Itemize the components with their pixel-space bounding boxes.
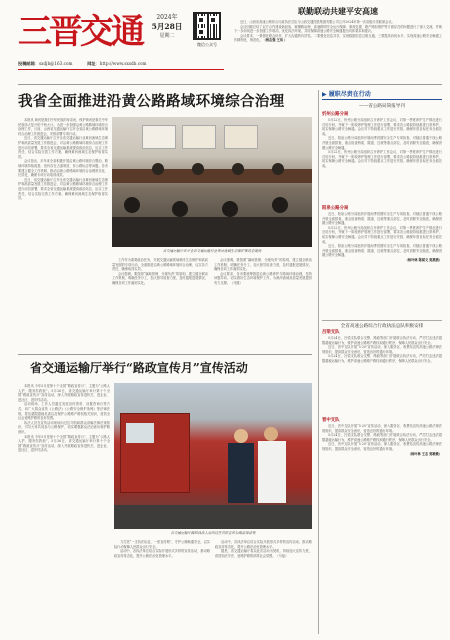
sidebar-section2-title: 阳泉公路分局: [322, 206, 349, 211]
article2-paragraph: 据悉，省交通运输厅将以此次活动为契机，持续加大宣传力度，营造知法守法、爱路护路的浓厚社会氛围。（马瑶）: [215, 549, 312, 558]
arrow-icon: ▶: [322, 91, 327, 98]
meeting-photo-caption: 省交通运输厅召开全省交通运输行业黄河流域生态保护推进会现场: [162, 249, 262, 253]
website-link[interactable]: http://www.sxsdb.com: [99, 61, 147, 66]
qr-code: [193, 12, 221, 40]
article2-paragraph: 活动中，各执法单位结合实际开展形式多样的宣传活动，推动路政宣传常态化，提升公路法治化管理水平。: [215, 540, 312, 549]
article2-left-column: [18, 384, 110, 634]
date-weekday: 星期二: [159, 33, 175, 39]
article-divider: [18, 354, 312, 355]
article2-headline: 省交通运输厅举行“路政宣传月”宣传活动: [30, 361, 248, 375]
sidebar-section3-text1: 5月24日，吕梁支队联合交警、路政等部门开展联合执法行动，严厉打击违法超限超载运输行为，维护高速公路路产路权和通行秩序，保障人民群众出行安全。 近日，晋中支队开展“5·20”宣传活动，深入服务区、收费站宣传高速公路法律法规知识，提高群众安全意识，营造良好的通行环境。 5月24日，吕梁支队联合交警、路政等部门开展联合执法行动，严厉打击违法超限超载运输行为，维护高速公路路产路权和通行秩序，保障人民群众出行安全。: [322, 336, 442, 363]
top-right-paragraph-2: 会议回顾总结了双方合作建设新经验，就横路治理、高速路网安全运行保障、事故处置、路产路权维护等方面存在的问题进行了深入交流，并就下一步如何进一步加强工作联动，优化执法环境，共同保障高速公路安全畅通提出具体要求和建议。: [234, 24, 442, 34]
sidebar-column-title: 履职尽责在行动: [328, 91, 371, 98]
outreach-photo: [114, 383, 312, 529]
top-right-paragraph-3: 会议要求，一要强化联合协作，扩大沟通的有效性。二要强化信息共享，实现数据信息互联互通。三要提高协同水平，实现高速公路安全畅通工作精细化、规范化。（杨志强 王凤 ）: [234, 33, 442, 43]
top-right-title: 联勤联动共建平安高速: [298, 6, 378, 16]
article2-right-column: [215, 540, 312, 634]
sidebar: [322, 90, 442, 635]
article2-paragraph: 执法人员在宣传活动现场向过往司机和群众讲解法律法规知识，引导大家共同参与公路保护，切实增强群众法治意识和护路意识。: [18, 420, 110, 434]
sidebar-section3-credit: （杨叶林 王志 郭敏敏）: [407, 451, 442, 456]
sidebar-section2-credit: （杨叶林 陈斌文 郭燕燕）: [404, 257, 442, 262]
article1-paragraph: 会议强调，要按照“属地管理、分级负责”的原则，建立健全联动工作机制，明确任务分工，加大督导检查力度，及时通报进展情况，确保各项工作落到实处。: [112, 271, 208, 285]
sidebar-intro: ——省公路局简报导刊: [359, 104, 405, 109]
sidebar-section1-text: 5月22日，忻州公路分局组织召开养护工作会议，对第一季度养护生产情况进行总结分析，并就下一阶段养护管理工作进行部署，要求各公路段持续推进日常养护，切实保障公路安全畅通。会议对下阶段重点工作进行安排，确保年度目标任务全面完成。 近日，阳泉公路分局组织开展雨季汛期安全生产专项检查，对辖区普通干线公路开展全面排查，重点检查桥梁、隧道、边坡等重点部位，及时消除安全隐患，确保汛期公路安全畅通。 5月22日，忻州公路分局组织召开养护工作会议，对第一季度养护生产情况进行总结分析，并就下一阶段养护管理工作进行部署，要求各公路段持续推进日常养护，切实保障公路安全畅通。会议对下阶段重点工作进行安排，确保年度目标任务全面完成。: [322, 118, 442, 168]
meeting-photo: [112, 117, 312, 247]
article1-paragraph: 本报讯 黄河是我们中华民族的母亲河，保护黄河是事关中华民族伟大复兴的千秋大计。为进一步加强沿黄公路路域环境综合治理工作，日前，山西省交通运输厅召开全省沿黄公路路域环境综合治理工作推进会，安排部署专项行动。: [18, 118, 108, 136]
sidebar-section3-text2: 近日，晋中支队开展“5·20”宣传活动，深入服务区、收费站宣传高速公路法律法规知识，提高群众安全意识，营造良好的通行环境。 5月24日，吕梁支队联合交警、路政等部门开展联合执法行动，严厉打击违法超限超载运输行为，维护高速公路路产路权和通行秩序，保障人民群众出行安全。 近日，晋中支队开展“5·20”宣传活动，深入服务区、收费站宣传高速公路法律法规知识，提高群众安全意识，营造良好的通行环境。 （杨叶林 王志 郭敏敏）: [322, 424, 442, 456]
header-divider: [18, 84, 442, 85]
top-right-article: [234, 6, 442, 82]
email[interactable]: sxdjb@163.com: [38, 61, 73, 66]
newspaper-logo: 三晋交通: [18, 12, 142, 52]
email-label: 投稿邮箱: [18, 61, 35, 66]
article1-paragraph: 工作作为重要政治任务，开展交通运输领域黄河生态保护和高质量发展的专项行动，全面推进沿黄公路路域环境综合治理，压实各方责任，确保取得实效。: [112, 258, 208, 272]
top-right-paragraph-1: 近日，山西省高速公路综合行政执法总队与山西交通控股集团有限公司召开2024年第一次省级分类联席会议。: [240, 20, 395, 24]
article1-right-column: [214, 258, 312, 350]
outreach-photo-caption: 省交通运输厅路政执法人员向过往司机宣传公路法律法规: [170, 531, 256, 535]
article1-paragraph: 会议指出，多年来全省积极开展沿黄公路环境综合整治，路域环境持续改善，但仍存在占道堆放、非公路标志等问题。各市要建立健全工作机制，推动沿黄公路路域环境综合治理常态化、长效化，确保专项行动取得成效。: [18, 159, 108, 178]
article2-paragraph: 本报讯 今年5月是第十个全国“路政宣传月”，主题为“公路人人护，服务你我他”。5月26日，省交通运输厅举行第十个全国“路政宣传月”宣传活动，深入开展路政宣传进机关、进企业、进社区、进乡村活动。: [18, 434, 110, 453]
article1-paragraph: 会议强调，要按照“属地管理、分级负责”的原则，建立健全联动工作机制，明确任务分工，加大督导检查力度，及时通报进展情况，确保各项工作落到实处。: [214, 258, 312, 272]
article2-paragraph: 本报讯 今年5月是第十个全国“路政宣传月”，主题为“公路人人护，服务你我他”。5月26日，省交通运输厅举行第十个全国“路政宣传月”宣传活动，深入开展路政宣传进机关、进企业、进社区、进乡村活动。: [18, 384, 110, 402]
top-right-credit: （杨志强 王凤 ）: [262, 38, 288, 43]
sidebar-divider: [318, 90, 319, 634]
sidebar-section2-text: 近日，阳泉公路分局组织开展雨季汛期安全生产专项检查，对辖区普通干线公路开展全面排查，重点检查桥梁、隧道、边坡等重点部位，及时消除安全隐患，确保汛期公路安全畅通。 5月22日，忻州公路分局组织召开养护工作会议，对第一季度养护生产情况进行总结分析，并就下一阶段养护管理工作进行部署，要求各公路段持续推进日常养护，切实保障公路安全畅通。会议对下阶段重点工作进行安排，确保年度目标任务全面完成。 近日，阳泉公路分局组织开展雨季汛期安全生产专项检查，对辖区普通干线公路开展全面排查，重点检查桥梁、隧道、边坡等重点部位，及时消除安全隐患，确保汛期公路安全畅通。 （杨叶林 陈斌文 郭燕燕）: [322, 212, 442, 262]
sidebar-section3-title1: 吕梁支队: [322, 330, 340, 335]
qr-caption: 微信公众号: [197, 42, 217, 47]
date-year: 2024年: [156, 14, 178, 21]
main-headline: 我省全面推进沿黄公路路域环境综合治理: [18, 93, 285, 110]
article1-middle-column: [112, 258, 208, 350]
article1-paragraph: 近日，省交通运输厅召开全省交通运输行业黄河流域生态保护和高质量发展工作推进会，对沿黄公路路域环境综合治理工作进行动员部署，要求全省交通运输系统提高政治站位，压实工作责任，结合实际完善工作方案，确保黄河流域生态保护取得实效。: [18, 177, 108, 201]
masthead: [0, 0, 230, 72]
masthead-rule: [18, 69, 224, 70]
article1-paragraph: 近日，省交通运输厅召开全省交通运输行业黄河流域生态保护和高质量发展工作推进会，对沿黄公路路域环境综合治理工作进行动员部署，要求全省交通运输系统提高政治站位，压实工作责任，结合实际完善工作方案，确保黄河流域生态保护取得实效。: [18, 136, 108, 159]
masthead-info: 投稿邮箱：sxdjb@163.com 网址：http://www.sxsdb.com: [18, 61, 147, 66]
article2-paragraph: 活动现场，工作人员通过发放宣传资料、设置咨询台等方式，向广大群众宣传《公路法》《公路安全保护条例》等法律法规，普及超限超载危害以及保护公路路产路权相关知识，营造全社会爱路护路的良好氛围。: [18, 402, 110, 421]
website-label: 网址: [87, 61, 96, 66]
sidebar-section3-title2: 晋中支队: [322, 418, 340, 423]
sidebar-column-header: [322, 90, 442, 100]
article1-left-column: [18, 118, 108, 350]
date-day: 5月28日: [151, 22, 183, 31]
article1-paragraph: 会议要求，各市要统筹推进沿黄公路养护与路域环境治理，坚持问题导向，切实做好生态环境保护工作，为黄河流域高质量发展提供有力支撑。（马健）: [214, 271, 312, 285]
date-box: [146, 14, 188, 48]
article2-paragraph: 力打造“一支执法队伍，一张宣传网”，守护公路畅通安全，以实际行动保障人民群众出行安全。: [114, 540, 210, 549]
sidebar-section3-intro: 全省高速公路综合行政执法总队积极安排: [322, 320, 442, 330]
article2-middle-column: [114, 540, 210, 634]
article2-paragraph: 活动中，各执法单位结合实际开展形式多样的宣传活动，推动路政宣传常态化，提升公路法治化管理水平。: [114, 549, 210, 558]
sidebar-section1-title: 忻州公路分局: [322, 112, 349, 117]
